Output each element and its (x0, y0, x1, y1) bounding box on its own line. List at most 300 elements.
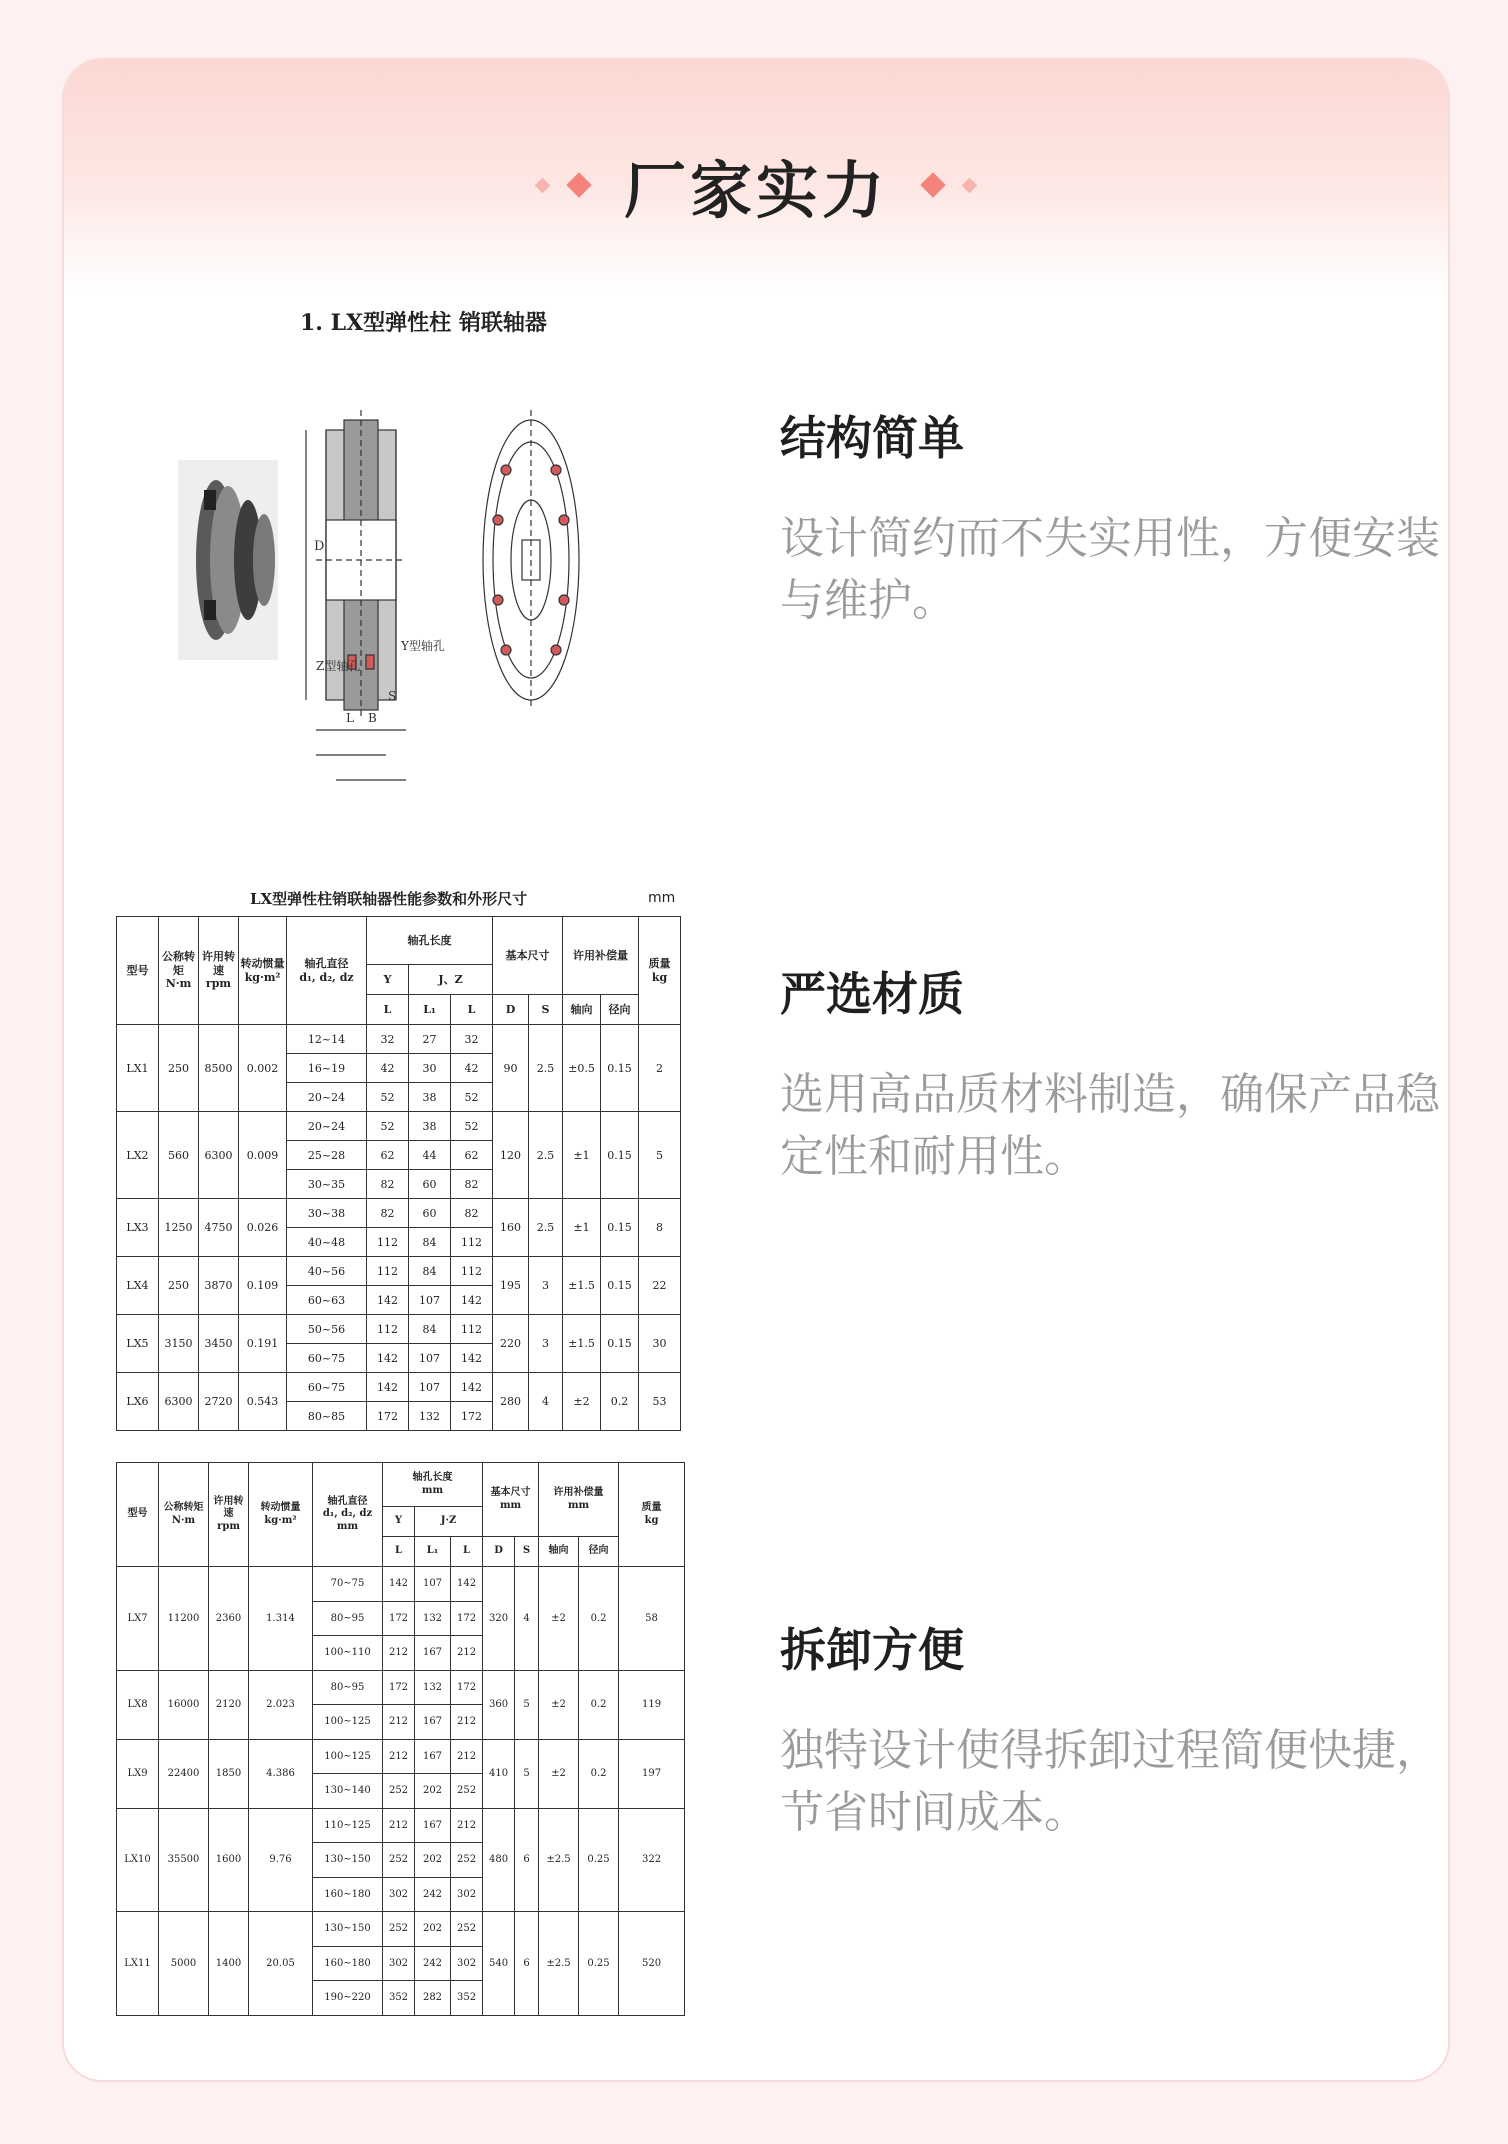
cell-radial: 0.2 (579, 1670, 619, 1739)
cell-bore: 130~140 (313, 1774, 383, 1809)
cell-s: 2.5 (529, 1025, 563, 1112)
cell-l1: 282 (415, 1981, 451, 2016)
cell-mass: 197 (619, 1739, 685, 1808)
cell-l1: 242 (415, 1877, 451, 1912)
hdr-l2: L (451, 995, 493, 1025)
cell-speed: 2720 (199, 1373, 239, 1431)
feature-quality-material (780, 958, 1450, 1188)
cell-mass: 30 (639, 1315, 681, 1373)
hdr-speed-unit: rpm (217, 1520, 240, 1532)
cell-mass: 119 (619, 1670, 685, 1739)
hdr-speed (199, 917, 239, 1025)
cell-l: 42 (367, 1054, 409, 1083)
cell-mass: 5 (639, 1112, 681, 1199)
cell-model: LX9 (117, 1739, 159, 1808)
cell-d: 195 (493, 1257, 529, 1315)
cell-axial: ±1.5 (563, 1315, 601, 1373)
hdr-speed (209, 1463, 249, 1567)
hdr-mass-text: 质量 (648, 956, 671, 970)
cell-l: 172 (383, 1601, 415, 1636)
hdr-l: L (367, 995, 409, 1025)
cell-l1: 44 (409, 1141, 451, 1170)
cell-d: 120 (493, 1112, 529, 1199)
table1-body (117, 1025, 681, 1431)
cell-torque: 560 (159, 1112, 199, 1199)
cell-torque: 35500 (159, 1808, 209, 1912)
hdr-bore-sub: d₁, d₂, dz (322, 1508, 373, 1520)
cell-l: 252 (383, 1843, 415, 1878)
hdr-radial: 径向 (601, 995, 639, 1025)
cell-l1: 84 (409, 1257, 451, 1286)
hdr-hole-len: 轴孔长度 (367, 917, 493, 965)
cell-l: 302 (383, 1877, 415, 1912)
cell-axial: ±2.5 (539, 1808, 579, 1912)
cell-l2: 142 (451, 1286, 493, 1315)
cell-l2: 112 (451, 1228, 493, 1257)
hdr-hole-len-text: 轴孔长度 (412, 1472, 453, 1483)
cell-l: 62 (367, 1141, 409, 1170)
cell-mass: 58 (619, 1567, 685, 1671)
cell-l2: 212 (451, 1808, 483, 1843)
cell-bore: 100~110 (313, 1636, 383, 1671)
cell-axial: ±2 (563, 1373, 601, 1431)
cell-speed: 3450 (199, 1315, 239, 1373)
cell-l1: 202 (415, 1912, 451, 1947)
cell-l2: 112 (451, 1257, 493, 1286)
cell-radial: 0.15 (601, 1315, 639, 1373)
table-row (117, 1315, 681, 1344)
cell-l: 212 (383, 1636, 415, 1671)
cell-bore: 30~35 (287, 1170, 367, 1199)
cell-l: 32 (367, 1025, 409, 1054)
page-title: 厂家实力 (623, 153, 888, 227)
table-row (117, 1112, 681, 1141)
hdr-torque (159, 1463, 209, 1567)
cell-l: 212 (383, 1705, 415, 1740)
hdr-l: L (383, 1537, 415, 1567)
cell-l1: 60 (409, 1170, 451, 1199)
feature-desc: 独特设计使得拆卸过程简便快捷，节省时间成本。 (780, 1725, 1440, 1838)
coupling-photo (178, 460, 278, 660)
hdr-bore-sub: d₁, d₂, dz (299, 970, 354, 984)
hdr-s: S (515, 1537, 539, 1567)
cell-l: 82 (367, 1199, 409, 1228)
cell-l1: 167 (415, 1636, 451, 1671)
feature-simple-structure (780, 402, 1450, 632)
cell-l1: 38 (409, 1083, 451, 1112)
cell-l1: 107 (409, 1373, 451, 1402)
cell-radial: 0.15 (601, 1025, 639, 1112)
hdr-s: S (529, 995, 563, 1025)
cell-l1: 202 (415, 1843, 451, 1878)
cell-bore: 100~125 (313, 1705, 383, 1740)
d-label: D (314, 539, 325, 554)
hdr-radial: 径向 (579, 1537, 619, 1567)
cell-l: 142 (367, 1373, 409, 1402)
cell-bore: 130~150 (313, 1912, 383, 1947)
diamond-icon (566, 172, 591, 197)
cell-speed: 1400 (209, 1912, 249, 2016)
hdr-model: 型号 (117, 1463, 159, 1567)
cell-bore: 50~56 (287, 1315, 367, 1344)
hdr-axial: 轴向 (539, 1537, 579, 1567)
hdr-comp-text: 许用补偿量 (553, 1487, 604, 1498)
hdr-y: Y (367, 965, 409, 995)
cell-l: 112 (367, 1315, 409, 1344)
cell-axial: ±2 (539, 1567, 579, 1671)
cell-l: 112 (367, 1257, 409, 1286)
cell-inertia: 20.05 (249, 1912, 313, 2016)
cell-d: 90 (493, 1025, 529, 1112)
cell-bore: 80~85 (287, 1402, 367, 1431)
cell-torque: 6300 (159, 1373, 199, 1431)
cell-l1: 167 (415, 1705, 451, 1740)
cell-axial: ±2 (539, 1739, 579, 1808)
feature-desc: 设计简约而不失实用性，方便安装与维护。 (780, 513, 1440, 626)
cell-l1: 60 (409, 1199, 451, 1228)
title-row (64, 140, 1448, 230)
cell-bore: 20~24 (287, 1083, 367, 1112)
hdr-basic: 基本尺寸 (493, 917, 563, 995)
hdr-torque-text: 公称转矩 (163, 1502, 204, 1513)
cell-l2: 52 (451, 1112, 493, 1141)
cell-speed: 1850 (209, 1739, 249, 1808)
cell-l: 142 (367, 1286, 409, 1315)
cell-l: 172 (383, 1670, 415, 1705)
hdr-mass (619, 1463, 685, 1567)
cell-l: 352 (383, 1981, 415, 2016)
cell-l2: 172 (451, 1402, 493, 1431)
hdr-bore-text: 轴孔直径 (327, 1495, 368, 1507)
cell-l1: 84 (409, 1228, 451, 1257)
cell-radial: 0.25 (579, 1808, 619, 1912)
table-row (117, 1025, 681, 1054)
cell-axial: ±2.5 (539, 1912, 579, 2016)
hdr-bore (287, 917, 367, 1025)
cell-bore: 12~14 (287, 1025, 367, 1054)
feature-title: 拆卸方便 (780, 1623, 964, 1677)
cell-l: 172 (367, 1402, 409, 1431)
cell-inertia: 2.023 (249, 1670, 313, 1739)
cell-l2: 82 (451, 1199, 493, 1228)
diamond-icon (962, 177, 978, 193)
cell-axial: ±1 (563, 1199, 601, 1257)
cell-s: 3 (529, 1315, 563, 1373)
cell-torque: 16000 (159, 1670, 209, 1739)
cell-l2: 302 (451, 1877, 483, 1912)
cell-d: 540 (483, 1912, 515, 2016)
cell-bore: 70~75 (313, 1567, 383, 1602)
hdr-hole-unit: mm (421, 1484, 444, 1496)
cell-s: 4 (529, 1373, 563, 1431)
feature-easy-disassembly (780, 1614, 1450, 1844)
cell-d: 320 (483, 1567, 515, 1671)
hdr-mass-text: 质量 (641, 1502, 662, 1513)
cell-inertia: 0.009 (239, 1112, 287, 1199)
hdr-mass-unit: kg (651, 970, 668, 984)
cell-bore: 110~125 (313, 1808, 383, 1843)
hdr-bore (313, 1463, 383, 1567)
cell-l1: 202 (415, 1774, 451, 1809)
cell-l2: 142 (451, 1344, 493, 1373)
hdr-hole-len (383, 1463, 483, 1507)
cell-torque: 250 (159, 1025, 199, 1112)
cell-l: 302 (383, 1946, 415, 1981)
hdr-basic-unit: mm (499, 1499, 522, 1511)
cell-bore: 20~24 (287, 1112, 367, 1141)
cell-radial: 0.2 (579, 1567, 619, 1671)
hdr-inertia (239, 917, 287, 1025)
cell-s: 4 (515, 1567, 539, 1671)
cell-l2: 212 (451, 1636, 483, 1671)
cell-model: LX2 (117, 1112, 159, 1199)
cell-bore: 190~220 (313, 1981, 383, 2016)
cell-s: 2.5 (529, 1112, 563, 1199)
cell-l1: 107 (415, 1567, 451, 1602)
cell-l1: 132 (415, 1670, 451, 1705)
cell-s: 2.5 (529, 1199, 563, 1257)
table1-unit: mm (648, 890, 676, 906)
cell-s: 6 (515, 1808, 539, 1912)
cell-l1: 132 (409, 1402, 451, 1431)
cell-mass: 520 (619, 1912, 685, 2016)
cell-l: 142 (367, 1344, 409, 1373)
hdr-basic-text: 基本尺寸 (490, 1487, 531, 1498)
cell-torque: 5000 (159, 1912, 209, 2016)
cell-model: LX1 (117, 1025, 159, 1112)
table-row (117, 1199, 681, 1228)
cell-l: 112 (367, 1228, 409, 1257)
cell-bore: 160~180 (313, 1877, 383, 1912)
hdr-inertia-unit: kg·m² (264, 1514, 297, 1526)
cell-radial: 0.2 (579, 1739, 619, 1808)
cell-inertia: 0.002 (239, 1025, 287, 1112)
hdr-speed-unit: rpm (205, 977, 232, 991)
hdr-torque (159, 917, 199, 1025)
cell-l2: 172 (451, 1601, 483, 1636)
hdr-mass (639, 917, 681, 1025)
cell-axial: ±1.5 (563, 1257, 601, 1315)
cell-s: 6 (515, 1912, 539, 2016)
feature-title: 严选材质 (780, 967, 964, 1021)
cell-d: 220 (493, 1315, 529, 1373)
cell-bore: 80~95 (313, 1601, 383, 1636)
coupling-drawing (176, 400, 596, 795)
hdr-torque-unit: N·m (165, 977, 192, 991)
cell-l2: 142 (451, 1567, 483, 1602)
feature-title: 结构简单 (780, 411, 964, 465)
cell-l1: 132 (415, 1601, 451, 1636)
cell-l2: 42 (451, 1054, 493, 1083)
hdr-comp-unit: mm (567, 1499, 590, 1511)
s-label: S (388, 689, 397, 703)
z-hole-label: Z型轴孔 (316, 659, 361, 673)
cell-axial: ±0.5 (563, 1025, 601, 1112)
hdr-jz: J·Z (415, 1507, 483, 1537)
cell-torque: 3150 (159, 1315, 199, 1373)
b-label: B (368, 711, 377, 725)
cell-model: LX6 (117, 1373, 159, 1431)
cell-mass: 22 (639, 1257, 681, 1315)
table-row (117, 1373, 681, 1402)
cell-mass: 53 (639, 1373, 681, 1431)
cell-speed: 6300 (199, 1112, 239, 1199)
table-row (117, 1670, 685, 1705)
cell-l1: 167 (415, 1808, 451, 1843)
cell-l: 52 (367, 1112, 409, 1141)
hdr-inertia-unit: kg·m² (244, 970, 281, 984)
hdr-inertia-text: 转动惯量 (240, 956, 285, 970)
cell-bore: 60~75 (287, 1373, 367, 1402)
cell-inertia: 0.191 (239, 1315, 287, 1373)
cell-axial: ±1 (563, 1112, 601, 1199)
cell-l2: 62 (451, 1141, 493, 1170)
cell-l2: 252 (451, 1912, 483, 1947)
cell-l: 252 (383, 1912, 415, 1947)
table-row (117, 1739, 685, 1774)
cell-inertia: 0.543 (239, 1373, 287, 1431)
cell-radial: 0.15 (601, 1257, 639, 1315)
cell-d: 160 (493, 1199, 529, 1257)
cell-l1: 38 (409, 1112, 451, 1141)
cell-l2: 252 (451, 1774, 483, 1809)
cell-l2: 252 (451, 1843, 483, 1878)
table-row (117, 1567, 685, 1602)
section-view (306, 410, 406, 780)
hdr-mass-unit: kg (644, 1514, 659, 1526)
cell-l1: 107 (409, 1344, 451, 1373)
cell-l: 142 (383, 1567, 415, 1602)
cell-bore: 30~38 (287, 1199, 367, 1228)
cell-torque: 11200 (159, 1567, 209, 1671)
hdr-y: Y (383, 1507, 415, 1537)
cell-l1: 167 (415, 1739, 451, 1774)
cell-radial: 0.2 (601, 1373, 639, 1431)
cell-radial: 0.15 (601, 1199, 639, 1257)
cell-speed: 3870 (199, 1257, 239, 1315)
cell-bore: 160~180 (313, 1946, 383, 1981)
hdr-jz: J、Z (409, 965, 493, 995)
spec-table-1 (116, 916, 681, 1431)
cell-bore: 25~28 (287, 1141, 367, 1170)
hdr-torque-unit: N·m (171, 1514, 196, 1526)
cell-l1: 107 (409, 1286, 451, 1315)
cell-bore: 16~19 (287, 1054, 367, 1083)
hdr-inertia (249, 1463, 313, 1567)
hdr-speed-text: 许用转速 (213, 1495, 244, 1520)
cell-l1: 84 (409, 1315, 451, 1344)
hdr-basic (483, 1463, 539, 1537)
cell-model: LX3 (117, 1199, 159, 1257)
diamond-icon (920, 172, 945, 197)
hdr-comp: 许用补偿量 (563, 917, 639, 995)
cell-inertia: 1.314 (249, 1567, 313, 1671)
cell-model: LX7 (117, 1567, 159, 1671)
cell-l1: 27 (409, 1025, 451, 1054)
cell-bore: 40~56 (287, 1257, 367, 1286)
y-hole-label: Y型轴孔 (401, 639, 445, 653)
cell-bore: 40~48 (287, 1228, 367, 1257)
cell-l1: 30 (409, 1054, 451, 1083)
cell-mass: 8 (639, 1199, 681, 1257)
cell-speed: 2120 (209, 1670, 249, 1739)
cell-axial: ±2 (539, 1670, 579, 1739)
spec-table-2 (116, 1462, 685, 2016)
cell-torque: 250 (159, 1257, 199, 1315)
table-row (117, 1257, 681, 1286)
hdr-l1: L₁ (409, 995, 451, 1025)
cell-d: 480 (483, 1808, 515, 1912)
cell-inertia: 9.76 (249, 1808, 313, 1912)
table2-body (117, 1567, 685, 2016)
l-label: L (346, 711, 354, 725)
cell-inertia: 0.109 (239, 1257, 287, 1315)
cell-l2: 352 (451, 1981, 483, 2016)
cell-l1: 242 (415, 1946, 451, 1981)
hdr-model: 型号 (117, 917, 159, 1025)
hdr-torque-text: 公称转矩 (162, 949, 195, 977)
hdr-axial: 轴向 (563, 995, 601, 1025)
cell-inertia: 4.386 (249, 1739, 313, 1808)
cell-l2: 302 (451, 1946, 483, 1981)
cell-torque: 22400 (159, 1739, 209, 1808)
hdr-l2: L (451, 1537, 483, 1567)
drawing-caption: 1. LX型弹性柱 销联轴器 (300, 310, 547, 336)
table1-title: LX型弹性柱销联轴器性能参数和外形尺寸 (250, 890, 528, 908)
hdr-comp (539, 1463, 619, 1537)
cell-model: LX5 (117, 1315, 159, 1373)
hdr-d: D (493, 995, 529, 1025)
cell-l2: 142 (451, 1373, 493, 1402)
cell-l: 252 (383, 1774, 415, 1809)
cell-l2: 112 (451, 1315, 493, 1344)
cell-s: 3 (529, 1257, 563, 1315)
cell-l2: 52 (451, 1083, 493, 1112)
cell-speed: 8500 (199, 1025, 239, 1112)
cell-model: LX4 (117, 1257, 159, 1315)
cell-model: LX10 (117, 1808, 159, 1912)
cell-bore: 60~63 (287, 1286, 367, 1315)
hdr-inertia-text: 转动惯量 (260, 1502, 301, 1513)
cell-speed: 4750 (199, 1199, 239, 1257)
cell-l: 82 (367, 1170, 409, 1199)
cell-model: LX8 (117, 1670, 159, 1739)
feature-desc: 选用高品质材料制造，确保产品稳定性和耐用性。 (780, 1069, 1440, 1182)
cell-l2: 212 (451, 1739, 483, 1774)
cell-torque: 1250 (159, 1199, 199, 1257)
table-row (117, 1912, 685, 1947)
cell-inertia: 0.026 (239, 1199, 287, 1257)
cell-bore: 100~125 (313, 1739, 383, 1774)
cell-mass: 322 (619, 1808, 685, 1912)
diamond-icon (535, 177, 551, 193)
hdr-bore-text: 轴孔直径 (304, 956, 349, 970)
cell-d: 410 (483, 1739, 515, 1808)
cell-l2: 212 (451, 1705, 483, 1740)
cell-s: 5 (515, 1670, 539, 1739)
cell-radial: 0.15 (601, 1112, 639, 1199)
hdr-l1: L₁ (415, 1537, 451, 1567)
hdr-bore-unit: mm (336, 1520, 359, 1532)
cell-l: 52 (367, 1083, 409, 1112)
cell-l2: 32 (451, 1025, 493, 1054)
cell-speed: 2360 (209, 1567, 249, 1671)
hdr-d: D (483, 1537, 515, 1567)
cell-mass: 2 (639, 1025, 681, 1112)
cell-model: LX11 (117, 1912, 159, 2016)
hdr-speed-text: 许用转速 (202, 949, 235, 977)
cell-bore: 130~150 (313, 1843, 383, 1878)
